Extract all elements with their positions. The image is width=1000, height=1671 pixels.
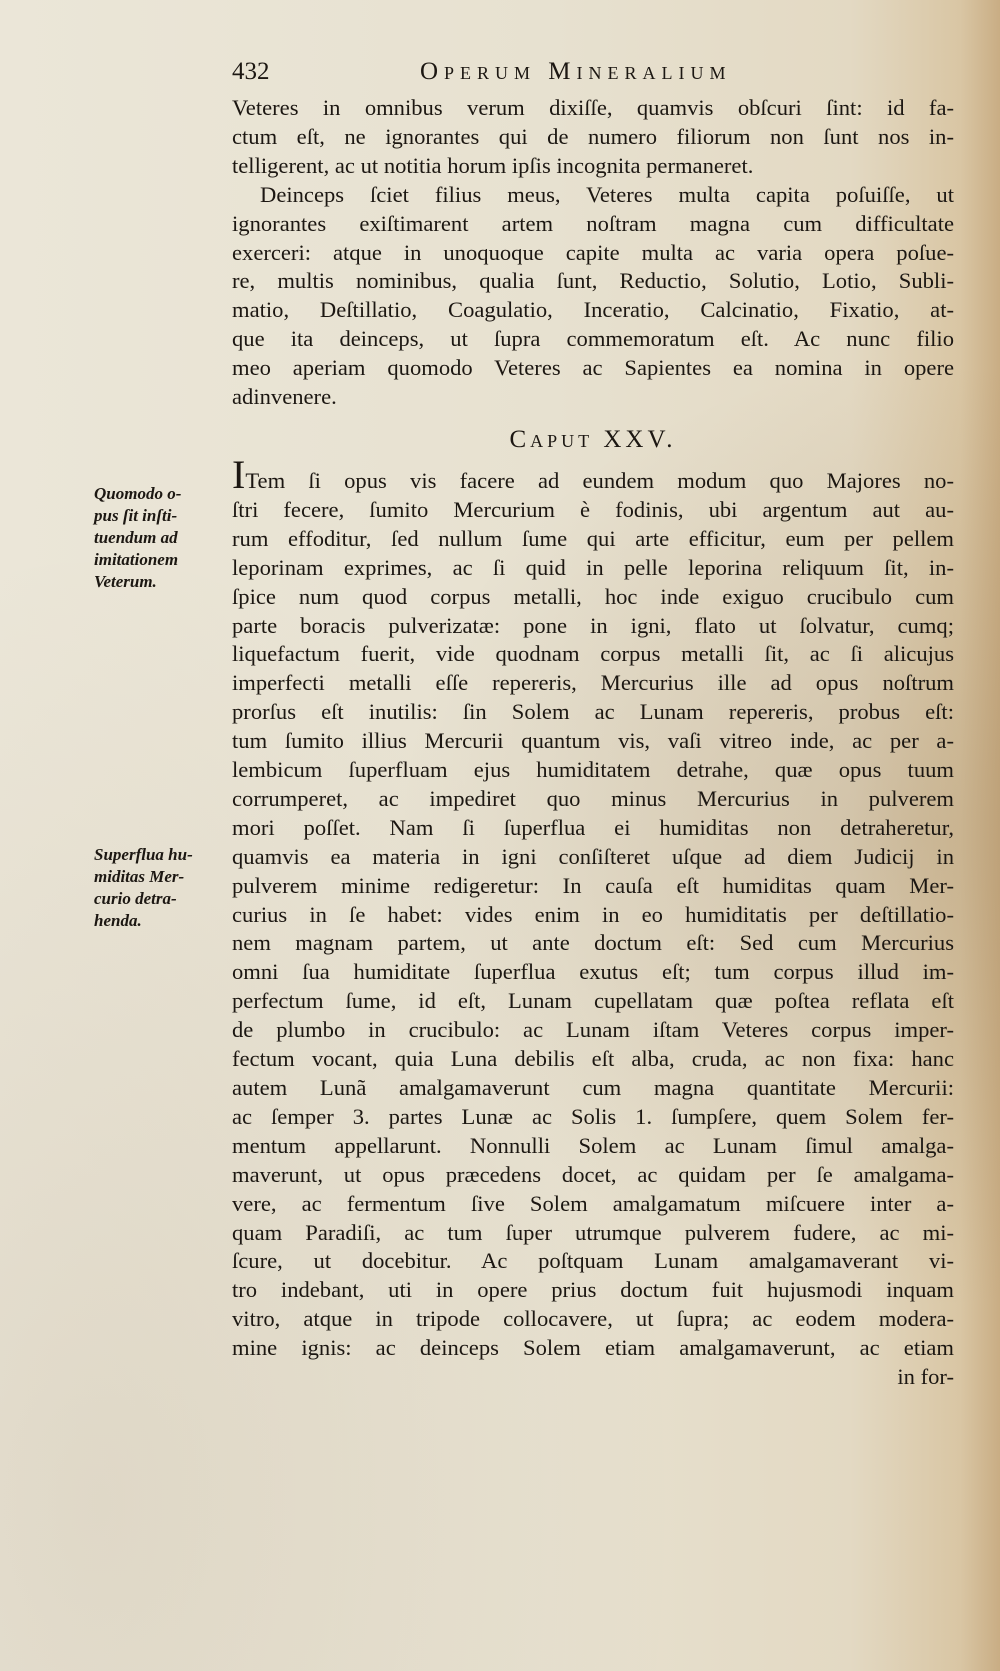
paragraph-2 — [232, 181, 954, 412]
text-line: perfectum ſume, id eſt, Lunam cupellatam quæ poſtea reflata eſt — [232, 988, 954, 1014]
text-line: leporinam exprimes, ac ſi quid in pelle leporina reliquum ſit, in- — [232, 554, 954, 580]
text-line: autem Lunã amalgamaverunt cum magna quantitate Mercurii: — [232, 1075, 954, 1100]
text-line: fectum vocant, quia Luna debilis eſt alba, cruda, ac non fixa: hanc — [232, 1046, 954, 1072]
main-text — [232, 94, 954, 1392]
text-line: curius in ſe habet: vides enim in eo humiditatis per deſtillatio- — [232, 901, 954, 927]
text-line: mentum appellarunt. Nonnulli Solem ac Lunam ſimul amalga- — [232, 1132, 954, 1158]
text-line: imperfecti metalli eſſe repereris, Mercurius ille ad opus noſtrum — [232, 670, 954, 696]
text-line: adinvenere. — [232, 384, 337, 410]
text-line: mine ignis: ac deinceps Solem etiam amalgamaverunt, ac etiam — [232, 1335, 954, 1361]
text-line: ſtri fecere, ſumito Mercurium è fodinis, ubi argentum aut au- — [232, 496, 954, 522]
text-line: ſpice num quod corpus metalli, hoc inde exiguo crucibulo cum — [232, 583, 954, 609]
text-line: Deinceps ſciet filius meus, Veteres multa capita poſuiſſe, ut — [260, 181, 954, 207]
margin-note-line: Quomodo o- — [94, 484, 182, 503]
margin-note-line: Veterum. — [94, 572, 157, 591]
page-header — [232, 58, 922, 86]
text-line: nem magnam partem, ut ante doctum eſt: Sed cum Mercurius — [232, 930, 954, 956]
text-line: quamvis ea materia in igni conſiſteret uſque ad diem Judicij in — [232, 843, 954, 869]
text-line: exerceri: atque in unoquoque capite multa ac varia opera poſue- — [232, 239, 954, 265]
text-line: parte boracis pulverizatæ: pone in igni, flato ut ſolvatur, cumq; — [232, 612, 954, 638]
text-line: tum ſumito illius Mercurii quantum vis, vaſi vitreo inde, ac per a- — [232, 728, 954, 754]
page-number: 432 — [232, 58, 270, 85]
text-line: rum effoditur, ſed nullum ſume qui arte efficitur, eum per pellem — [232, 525, 954, 551]
running-head: Operum Mineralium — [419, 58, 732, 85]
catchword: in for- — [897, 1364, 954, 1390]
text-line: vere, ac fermentum ſive Solem amalgamatum miſcuere inter a- — [232, 1190, 954, 1216]
text-line: pulverem minime redigeretur: In cauſa eſt humiditas quam Mer- — [232, 872, 954, 898]
paragraph-1 — [232, 94, 954, 181]
text-line: lembicum ſuperfluam ejus humiditatem detrahe, quæ opus tuum — [232, 757, 954, 783]
text-line: de plumbo in crucibulo: ac Lunam iſtam Veteres corpus imper- — [232, 1017, 954, 1043]
text-line: corrumperet, ac impediret quo minus Mercurius in pulverem — [232, 785, 954, 811]
paragraph-3 — [232, 451, 954, 1392]
text-line: ITem ſi opus vis facere ad eundem modum quo Majores no- — [232, 451, 954, 497]
text-line: re, multis nominibus, qualia ſunt, Reductio, Solutio, Lotio, Subli- — [232, 268, 954, 294]
text-line: que ita deinceps, ut ſupra commemoratum eſt. Ac nunc filio — [232, 326, 954, 352]
chapter-heading: Caput XXV. — [509, 425, 677, 453]
text-line: matio, Deſtillatio, Coagulatio, Inceratio, Calcinatio, Fixatio, at- — [232, 297, 954, 323]
text-line: maverunt, ut opus præcedens docet, ac quidam per ſe amalgama- — [232, 1161, 954, 1187]
text-line: quam Paradiſi, ac tum ſuper utrumque pulverem fudere, ac mi- — [232, 1219, 954, 1245]
text-line: vitro, atque in tripode collocavere, ut ſupra; ac eodem modera- — [232, 1306, 954, 1332]
margin-note-line: pus ſit inſti- — [94, 506, 178, 525]
margin-note-method — [94, 483, 224, 593]
text-line: liquefactum fuerit, vide quodnam corpus metalli ſit, ac ſi alicujus — [232, 641, 954, 667]
text-line: prorſus eſt inutilis: ſin Solem ac Lunam repereris, probus eſt: — [232, 699, 954, 725]
text-line: telligerent, ac ut notitia horum ipſis incognita permaneret. — [232, 152, 754, 178]
margin-note-line: curio detra- — [94, 889, 177, 908]
margin-note-line: imitationem — [94, 550, 179, 569]
text-line: ignorantes exiſtimarent artem noſtram magna cum difficultate — [232, 210, 954, 236]
text-line: Veteres in omnibus verum dixiſſe, quamvis obſcuri ſint: id fa- — [232, 95, 954, 120]
margin-note-line: tuendum ad — [94, 528, 178, 547]
text-line: ſcure, ut docebitur. Ac poſtquam Lunam amalgamaverant vi- — [232, 1248, 954, 1274]
text-line: tro indebant, uti in opere prius doctum fuit hujusmodi inquam — [232, 1277, 954, 1303]
margin-note-line: Superflua hu- — [94, 845, 193, 864]
text-line: omni ſua humiditate ſuperflua exutus eſt; tum corpus illud im- — [232, 959, 954, 985]
margin-note-humidity — [94, 844, 224, 932]
text-line: ac ſemper 3. partes Lunæ ac Solis 1. ſumpſere, quem Solem fer- — [232, 1103, 954, 1129]
text-line: meo aperiam quomodo Veteres ac Sapientes ea nomina in opere — [232, 355, 954, 381]
margin-note-line: henda. — [94, 911, 142, 930]
text-line: mori poſſet. Nam ſi ſuperflua ei humiditas non detraheretur, — [232, 814, 954, 840]
margin-note-line: miditas Mer- — [94, 867, 185, 886]
text-line: ctum eſt, ne ignorantes qui de numero filiorum non ſunt nos in- — [232, 123, 954, 149]
